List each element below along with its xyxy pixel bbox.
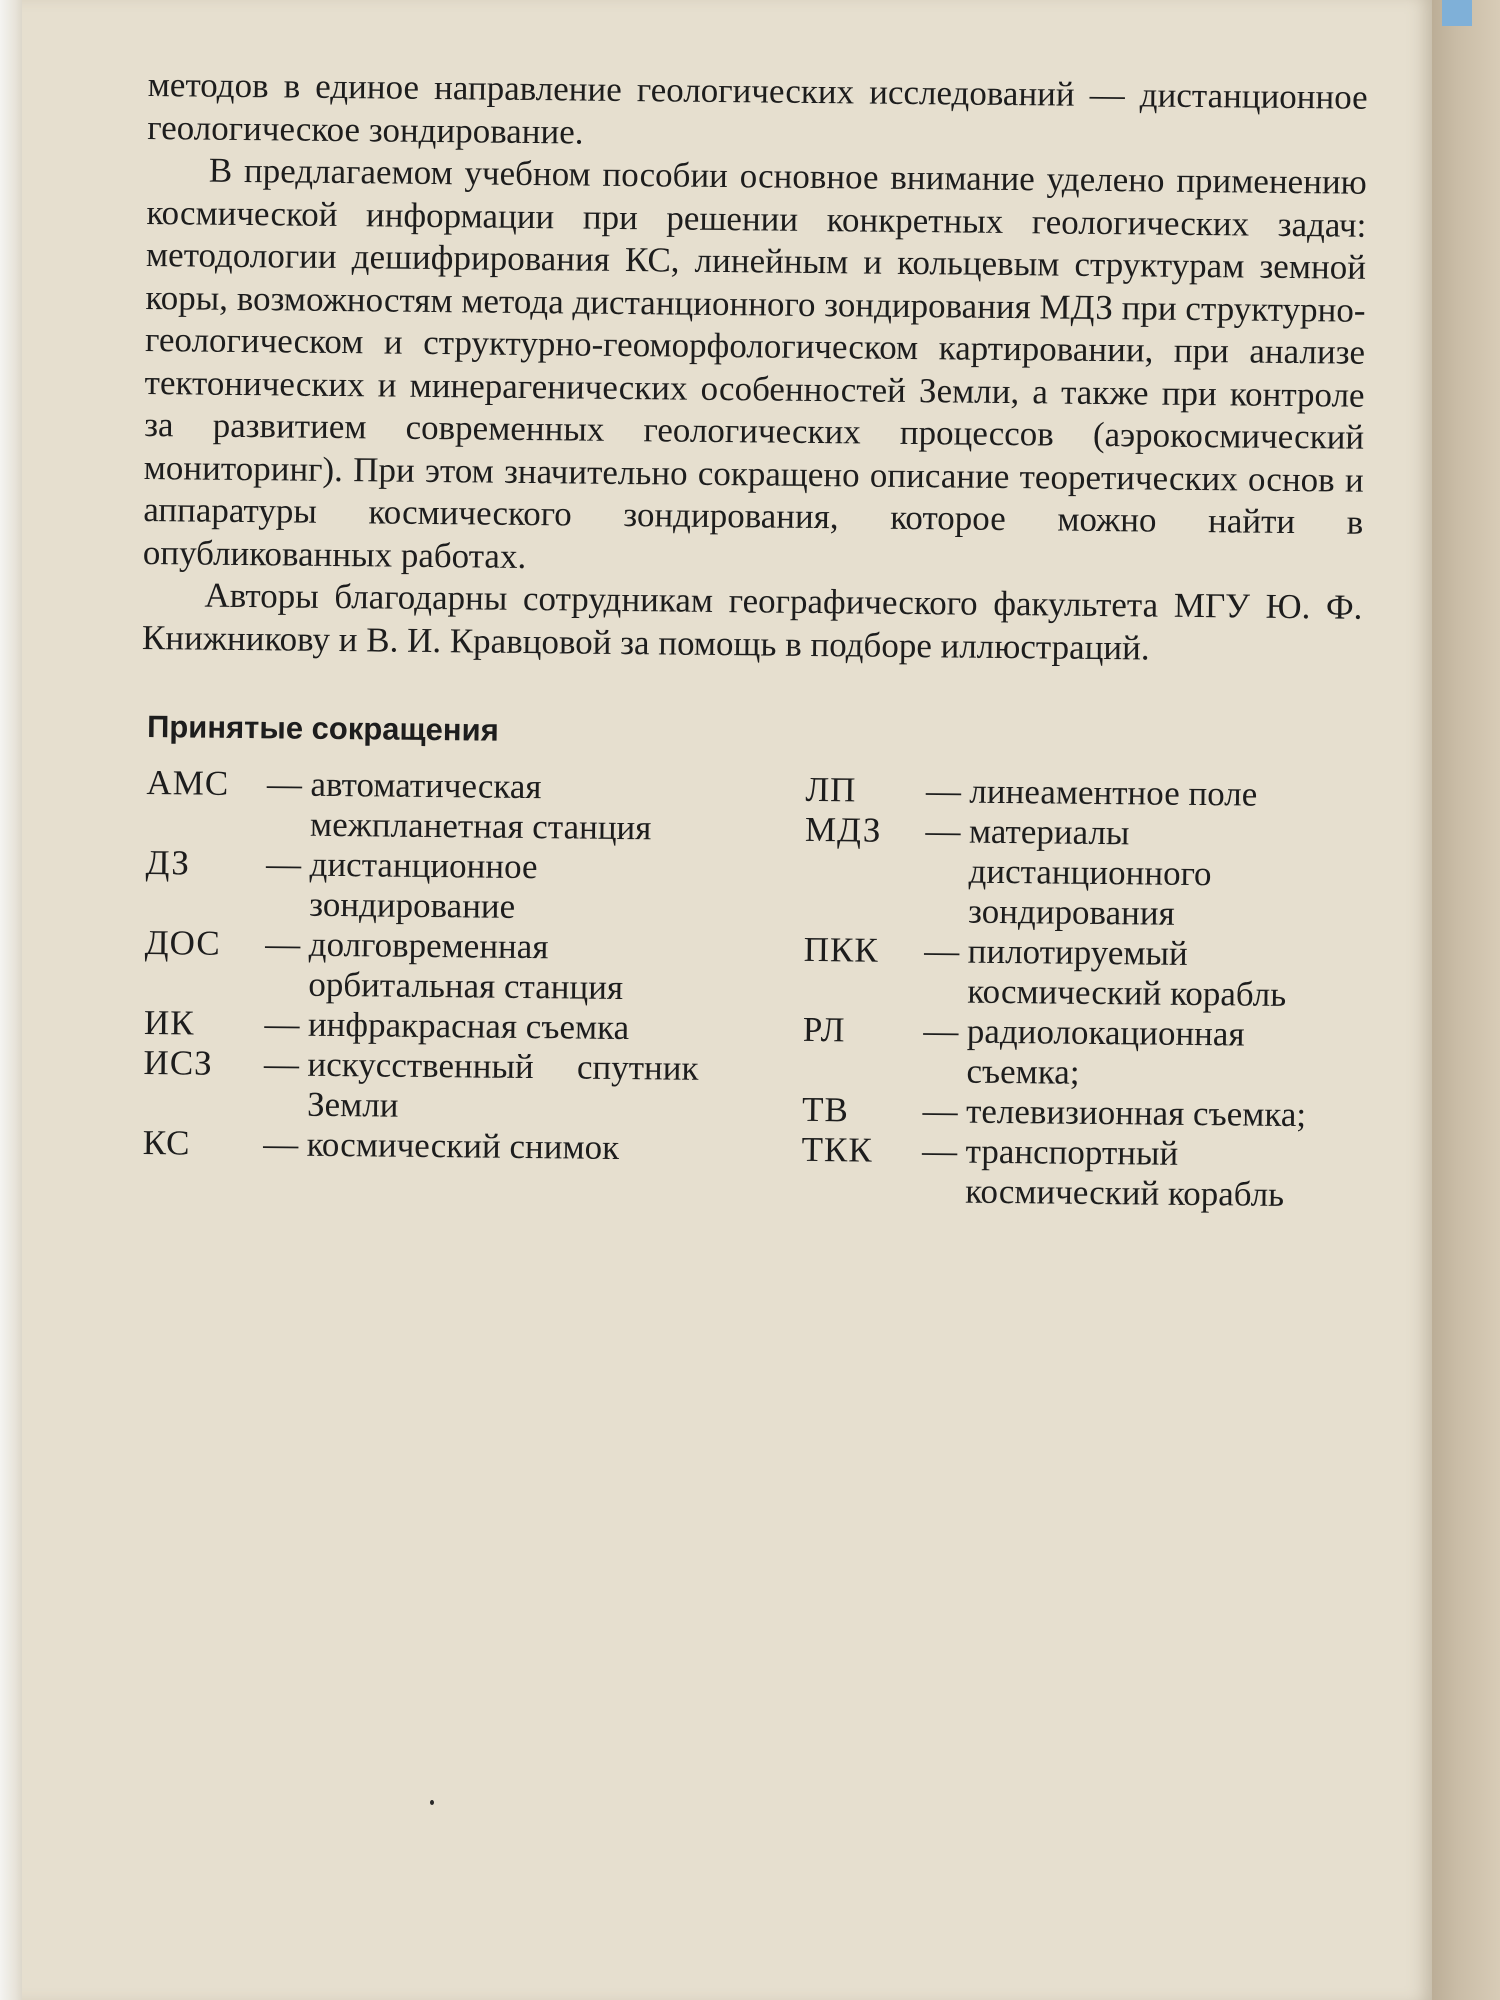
abbreviations-list <box>142 763 1361 1216</box>
abbreviation-term: КС <box>142 1123 191 1163</box>
abbreviation-definition: телевизионная съемка; <box>965 1091 1307 1135</box>
abbreviation-dash: — <box>263 1044 300 1084</box>
abbreviation-term: ТВ <box>801 1089 850 1130</box>
abbreviation-term: ИСЗ <box>143 1043 213 1083</box>
abbreviation-definition: дистанционное зондирование <box>309 844 538 926</box>
abbreviation-dash: — <box>921 1131 958 1171</box>
page-content <box>136 64 1368 1216</box>
abbreviation-dash: — <box>924 931 960 971</box>
abbreviation-entry <box>805 770 1360 816</box>
abbreviation-entry <box>144 1003 699 1049</box>
abbreviation-entry <box>142 1123 697 1169</box>
abbreviation-dash: — <box>265 924 301 964</box>
book-page-stack <box>1428 0 1500 2000</box>
abbreviation-dash: — <box>265 844 302 884</box>
abbreviation-definition: линеаментное поле <box>969 771 1258 814</box>
abbreviations-heading: Принятые сокращения <box>146 709 499 748</box>
abbreviation-entry <box>802 1010 1358 1096</box>
abbreviation-entry <box>145 843 701 929</box>
paragraph-focus: В предлагаемом учебном пособии основное внимание уделено применению космической информации при решении конкретных геологических задач: методологии дешифрирования КС, линейным и кольцевым структурам земной коры, возможностям метода дистанционного зондирования МДЗ при структурно-геологическом и структурно-геоморфологическом картировании, при анализе тектонических и минерагенических особенностей Земли, а также при контроле за развитием современных геологических процессов (аэрокосмический мониторинг). При этом значительно сокращено описание теоретических основ и аппаратуры космического зондирования, которое можно найти в опубликованных работах. <box>142 150 1368 576</box>
abbreviations-left-column <box>142 763 702 1209</box>
abbreviation-definition: материалы дистанционного зондирования <box>967 811 1212 933</box>
abbreviation-entry <box>802 1090 1357 1136</box>
abbreviation-term: ИК <box>143 1003 195 1043</box>
abbreviation-dash: — <box>923 1011 959 1051</box>
background-strip <box>1442 0 1472 26</box>
abbreviation-definition: долговременная орбитальная станция <box>308 924 624 1008</box>
abbreviation-term: ПКК <box>803 929 879 970</box>
abbreviation-term: ТКК <box>801 1129 873 1170</box>
abbreviation-entry <box>804 810 1360 936</box>
abbreviation-entry <box>801 1130 1357 1216</box>
print-speck <box>430 1800 434 1805</box>
abbreviation-definition: радиолокационная съемка; <box>966 1011 1245 1092</box>
abbreviation-term: МДЗ <box>804 809 882 850</box>
abbreviation-dash: — <box>266 764 303 804</box>
abbreviation-definition: космический снимок <box>306 1124 620 1167</box>
abbreviation-dash: — <box>925 811 961 851</box>
abbreviation-term: ЛП <box>805 769 857 810</box>
abbreviation-dash: — <box>925 771 962 811</box>
abbreviation-definition: автоматическая межпланетная станция <box>309 764 652 848</box>
abbreviation-term: ДЗ <box>145 843 191 883</box>
abbreviation-entry <box>143 1043 699 1129</box>
abbreviation-definition: пилотируемый космический корабль <box>967 931 1287 1014</box>
paragraph-intro-end: методов в единое направление геологических исследований — дистанционное геологическое зондирование. <box>147 64 1368 152</box>
abbreviation-definition: инфракрасная съемка <box>307 1004 630 1048</box>
abbreviation-term: АМС <box>146 763 230 803</box>
abbreviation-entry <box>144 923 700 1009</box>
abbreviation-dash: — <box>922 1091 958 1131</box>
paragraph-acknowledgements: Авторы благодарны сотрудникам географического факультета МГУ Ю. Ф. Книжникову и В. И. Кравцовой за помощь в подборе иллюстраций. <box>141 575 1363 668</box>
abbreviation-dash: — <box>262 1124 299 1164</box>
abbreviation-term: ДОС <box>144 923 221 963</box>
abbreviation-entry <box>146 763 702 849</box>
abbreviation-term: РЛ <box>802 1009 846 1050</box>
abbreviation-dash: — <box>264 1004 300 1044</box>
abbreviation-entry <box>803 930 1359 1016</box>
abbreviations-right-column <box>801 770 1361 1216</box>
abbreviation-definition: транспортный космический корабль <box>965 1131 1285 1214</box>
abbreviation-definition: искусственный спутник Земли <box>306 1044 699 1125</box>
